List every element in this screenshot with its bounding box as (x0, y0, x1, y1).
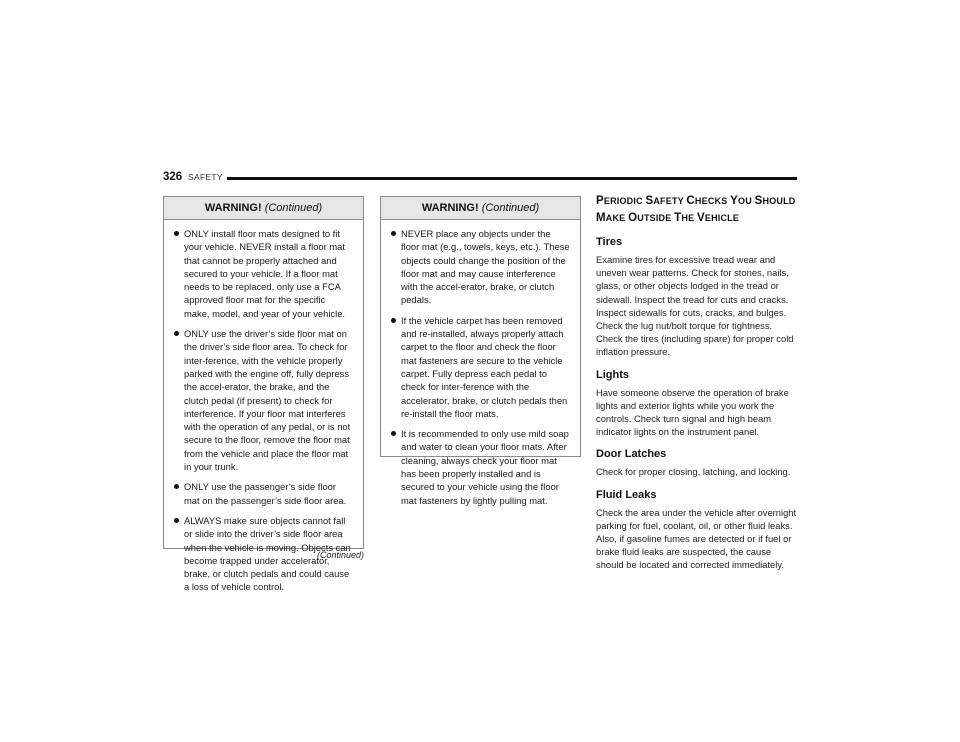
subheading-door-latches: Door Latches (596, 448, 667, 461)
warning-header (381, 197, 580, 220)
paragraph-door-latches: Check for proper closing, latching, and locking. (596, 466, 791, 478)
warning-list (381, 220, 580, 513)
warning-continued-label: (Continued) (264, 202, 323, 214)
warning-item: NEVER place any objects under the floor mat (e.g., towels, keys, etc.). These objects could change the position of the floor mat and may cause interference with the accel-erator, brake, or clutch pedals. (391, 227, 570, 307)
warning-item: ALWAYS make sure objects cannot fall or slide into the driver’s side floor area when the vehicle is moving. Objects can become trapped under accelerator, brake, or clutch pedals and could cause a loss of vehicle control. (174, 514, 353, 594)
warning-label: WARNING! (204, 202, 262, 214)
right-column (596, 193, 800, 581)
paragraph-lights: Have someone observe the operation of brake lights and exterior lights while you work the controls. Check turn signal and high beam indicator lights on the instrument panel. (596, 386, 789, 438)
paragraph-fluid-leaks: Check the area under the vehicle after overnight parking for fuel, coolant, oil, or other fluid leaks. Also, if gasoline fumes are detected or if fuel or brake fluid leaks are suspected, the cause should be located and corrected immediately. (596, 506, 797, 571)
bullet-icon (174, 231, 179, 236)
warning-item: ONLY use the passenger’s side floor mat on the passenger’s side floor area. (174, 480, 353, 507)
bullet-icon (391, 231, 396, 236)
warning-item: ONLY install floor mats designed to fit your vehicle. NEVER install a floor mat that cannot be properly attached and secured to your vehicle. If a floor mat needs to be replaced, only use a FCA approved floor mat for the specific make, model, and year of your vehicle. (174, 227, 353, 320)
bullet-icon (174, 484, 179, 489)
warning-label: WARNING! (421, 202, 479, 214)
subheading-fluid-leaks: Fluid Leaks (596, 488, 657, 501)
header-rule (227, 177, 797, 180)
page-number: 326 (163, 171, 183, 183)
warning-box-2 (380, 196, 581, 506)
section-title: SAFETY (188, 172, 223, 182)
bullet-icon (174, 518, 179, 523)
bullet-icon (391, 318, 396, 323)
paragraph-tires: Examine tires for excessive tread wear and uneven wear patterns. Check for stones, nails, glass, or other objects lodged in the tread or sidewall. Inspect the tread for cuts and cracks. Inspect sidewalls for cuts, cracks, and bulges. Check the lug nut/bolt torque for tightness. Check the tires (including spare) for proper cold inflation pressure. (596, 254, 794, 358)
warning-list (164, 220, 363, 600)
subheading-lights: Lights (596, 368, 629, 381)
warning-header (164, 197, 363, 220)
warning-item: It is recommended to only use mild soap and water to clean your floor mats. After cleaning, always check your floor mat has been properly installed and is secured to your vehicle using the floor mat fasteners by lightly pulling mat. (391, 427, 570, 507)
section-heading: PERIODIC SAFETY CHECKS YOU SHOULD MAKE OUTSIDE THE VEHICLE (596, 195, 796, 224)
warning-item: ONLY use the driver’s side floor mat on the driver’s side floor area. To check for inter-ference, with the vehicle properly parked with the engine off, fully depress the accel-erator, the brake, and the clutch pedal (if present) to check for interference. If your floor mat interferes with the operation of any pedal, or is not secure to the floor, remove the floor mat from the vehicle and place the floor mat in your trunk. (174, 327, 353, 473)
warning-continued-label: (Continued) (481, 202, 540, 214)
page-continued-note: (Continued) (316, 550, 364, 560)
bullet-icon (391, 431, 396, 436)
subheading-tires: Tires (596, 236, 623, 248)
warning-box-1 (163, 196, 364, 593)
page-header (163, 171, 797, 187)
warning-item: If the vehicle carpet has been removed and re-installed, always properly attach carpet to the floor and check the floor mat fasteners are secure to the vehicle carpet. Fully depress each pedal to check for inter-ference with the accelerator, brake, or clutch pedals then re-install the floor mats. (391, 314, 570, 420)
bullet-icon (174, 331, 179, 336)
